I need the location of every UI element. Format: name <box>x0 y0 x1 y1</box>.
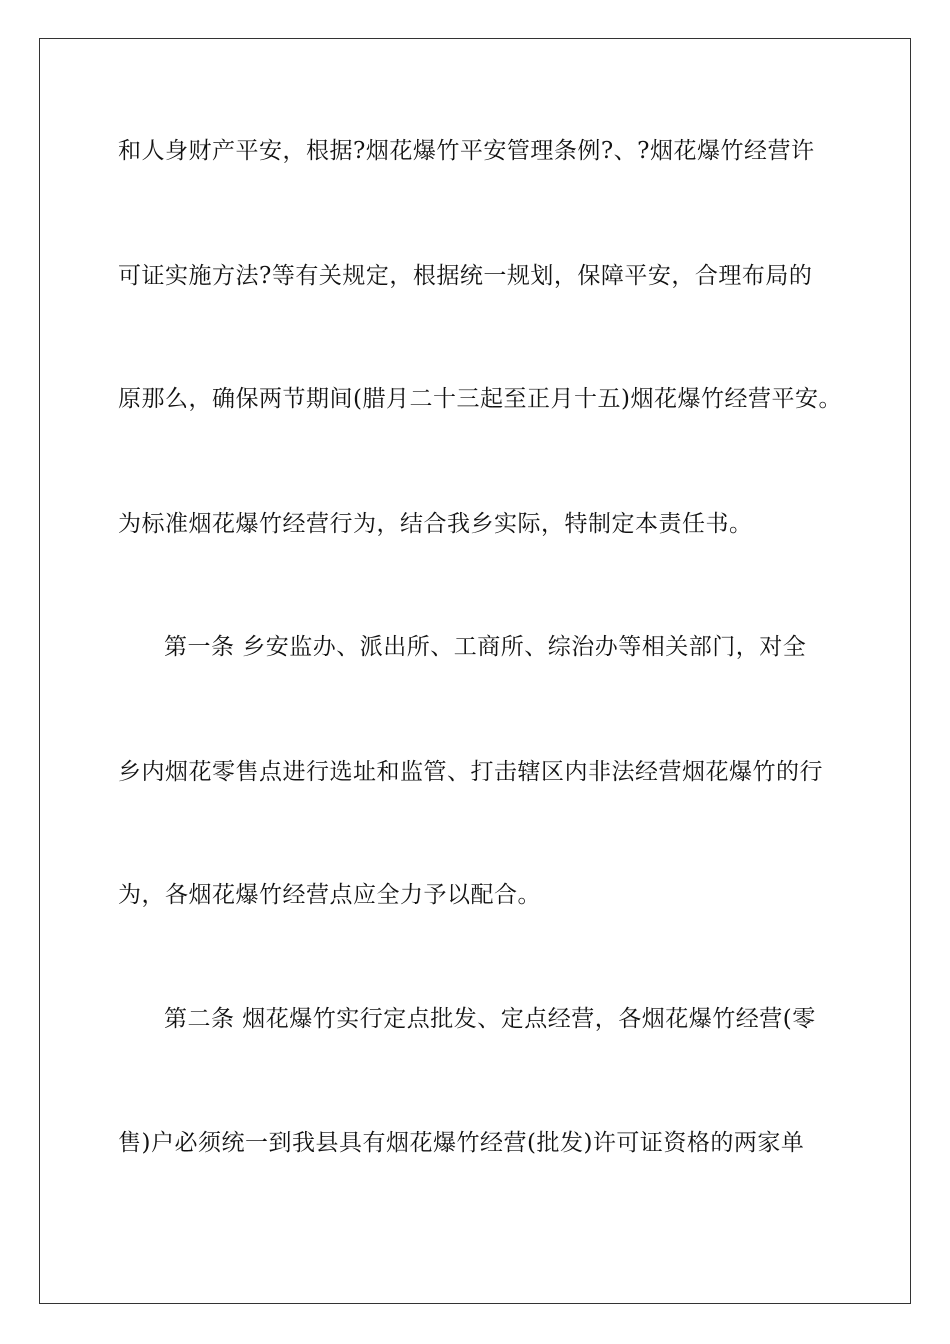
document-line-7: 为，各烟花爆竹经营点应全力予以配合。 <box>118 882 541 908</box>
document-line-8: 第二条 烟花爆竹实行定点批发、定点经营，各烟花爆竹经营(零 <box>164 1006 816 1032</box>
document-line-9: 售)户必须统一到我县具有烟花爆竹经营(批发)许可证资格的两家单 <box>118 1130 805 1156</box>
document-line-1: 和人身财产平安，根据?烟花爆竹平安管理条例?、?烟花爆竹经营许 <box>118 138 815 164</box>
document-line-3: 原那么，确保两节期间(腊月二十三起至正月十五)烟花爆竹经营平安。 <box>118 386 842 412</box>
document-line-6: 乡内烟花零售点进行选址和监管、打击辖区内非法经营烟花爆竹的行 <box>118 759 823 785</box>
document-line-2: 可证实施方法?等有关规定，根据统一规划，保障平安，合理布局的 <box>118 263 813 289</box>
document-line-4: 为标准烟花爆竹经营行为，结合我乡实际，特制定本责任书。 <box>118 511 753 537</box>
document-line-5: 第一条 乡安监办、派出所、工商所、综治办等相关部门，对全 <box>164 634 807 660</box>
page-border <box>39 38 911 1304</box>
